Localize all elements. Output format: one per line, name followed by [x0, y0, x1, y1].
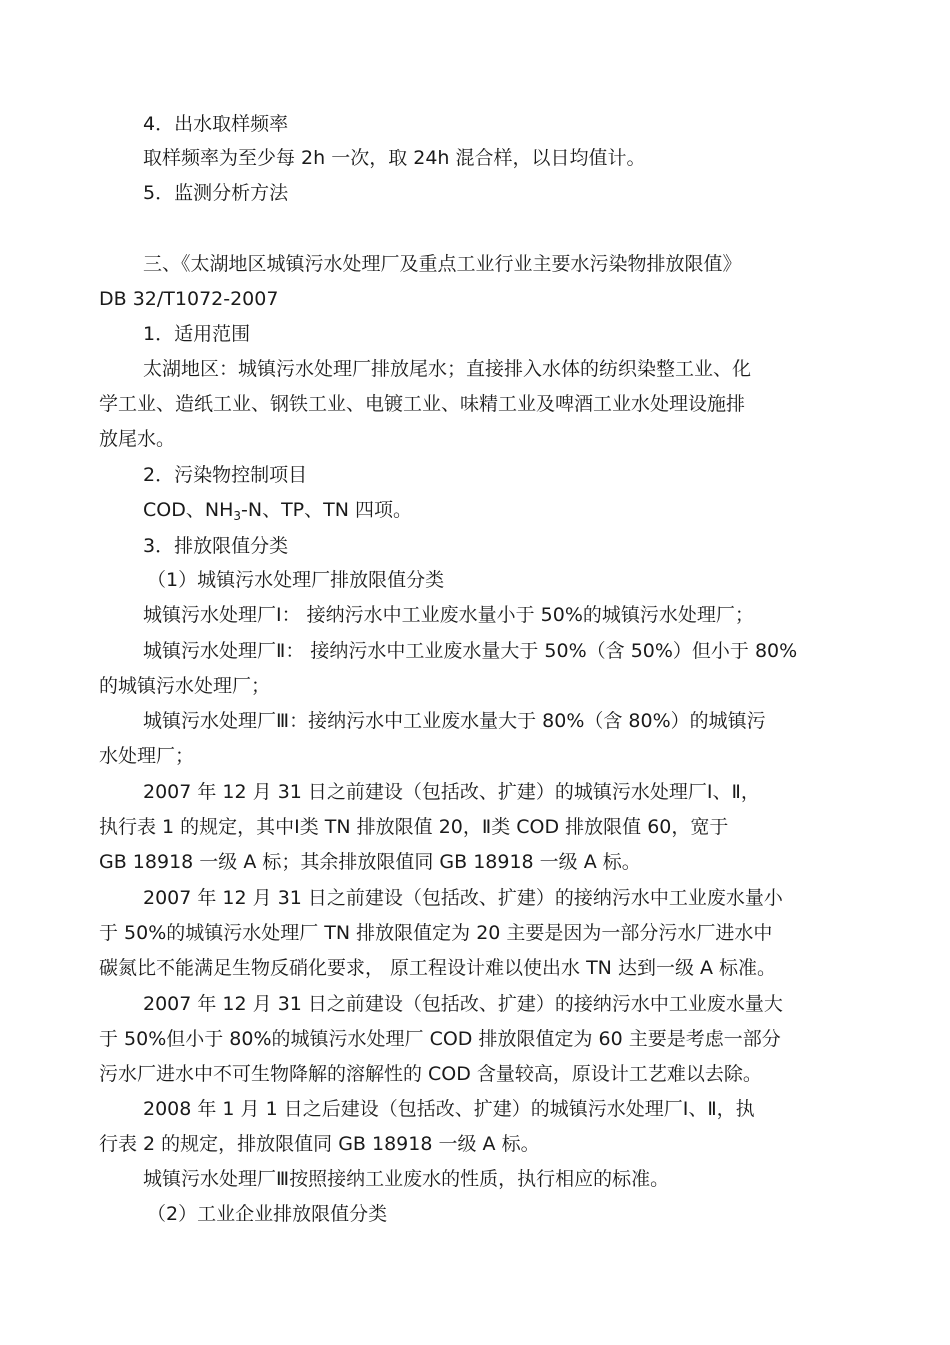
- part-3-title: 三、《太湖地区城镇污水处理厂及重点工业行业主要水污染物排放限值》: [143, 253, 742, 275]
- plant-limits-title: （1）城镇污水处理厂排放限值分类: [147, 569, 445, 591]
- scope-body-line-2: 学工业、造纸工业、钢铁工业、电镀工业、味精工业及啤酒工业水处理设施排: [99, 393, 746, 415]
- paragraph-a-line-1: 2007 年 12 月 31 日之前建设（包括改、扩建）的城镇污水处理厂Ⅰ、Ⅱ，: [143, 781, 760, 803]
- plant-class-3-line-2: 水处理厂；: [99, 745, 195, 767]
- paragraph-a-line-2: 执行表 1 的规定，其中Ⅰ类 TN 排放限值 20，Ⅱ类 COD 排放限值 60，宽于: [99, 816, 729, 838]
- pollutants-title: 2．污染物控制项目: [143, 464, 308, 486]
- section-5-title: 5．监测分析方法: [143, 182, 289, 204]
- limits-title: 3．排放限值分类: [143, 535, 289, 557]
- paragraph-a-line-3: GB 18918 一级 A 标；其余排放限值同 GB 18918 一级 A 标。: [99, 851, 641, 873]
- paragraph-d-line-1: 2008 年 1 月 1 日之后建设（包括改、扩建）的城镇污水处理厂Ⅰ、Ⅱ，执: [143, 1098, 755, 1120]
- plant-class-2-line-2: 的城镇污水处理厂；: [99, 675, 271, 697]
- paragraph-b-line-2: 于 50%的城镇污水处理厂 TN 排放限值定为 20 主要是因为一部分污水厂进水中: [99, 922, 773, 944]
- pollutants-body: COD、$NH_3-N$、TP、TN 四项。: [143, 499, 412, 523]
- plant-class-2-line-1: 城镇污水处理厂Ⅱ： 接纳污水中工业废水量大于 50%（含 50%）但小于 80%: [143, 640, 798, 662]
- scope-body-line-3: 放尾水。: [99, 428, 176, 450]
- section-4-title: 4．出水取样频率: [143, 113, 289, 135]
- industry-limits-title: （2）工业企业排放限值分类: [147, 1203, 388, 1225]
- paragraph-e: 城镇污水处理厂Ⅲ按照接纳工业废水的性质，执行相应的标准。: [143, 1168, 670, 1190]
- paragraph-b-line-1: 2007 年 12 月 31 日之前建设（包括改、扩建）的接纳污水中工业废水量小: [143, 887, 783, 909]
- paragraph-c-line-1: 2007 年 12 月 31 日之前建设（包括改、扩建）的接纳污水中工业废水量大: [143, 993, 783, 1015]
- scope-body-line-1: 太湖地区：城镇污水处理厂排放尾水；直接排入水体的纺织染整工业、化: [143, 358, 752, 380]
- part-3-standard-code: DB 32/T1072-2007: [99, 288, 279, 310]
- section-4-body: 取样频率为至少每 2h 一次，取 24h 混合样，以日均值计。: [143, 147, 646, 169]
- scope-title: 1．适用范围: [143, 323, 251, 345]
- plant-class-1: 城镇污水处理厂Ⅰ： 接纳污水中工业废水量小于 50%的城镇污水处理厂；: [143, 604, 754, 626]
- paragraph-c-line-2: 于 50%但小于 80%的城镇污水处理厂 COD 排放限值定为 60 主要是考虑一部分: [99, 1028, 781, 1050]
- paragraph-d-line-2: 行表 2 的规定，排放限值同 GB 18918 一级 A 标。: [99, 1133, 540, 1155]
- plant-class-3-line-1: 城镇污水处理厂Ⅲ：接纳污水中工业废水量大于 80%（含 80%）的城镇污: [143, 710, 766, 732]
- paragraph-b-line-3: 碳氮比不能满足生物反硝化要求， 原工程设计难以使出水 TN 达到一级 A 标准。: [99, 957, 777, 979]
- paragraph-c-line-3: 污水厂进水中不可生物降解的溶解性的 COD 含量较高，原设计工艺难以去除。: [99, 1063, 762, 1085]
